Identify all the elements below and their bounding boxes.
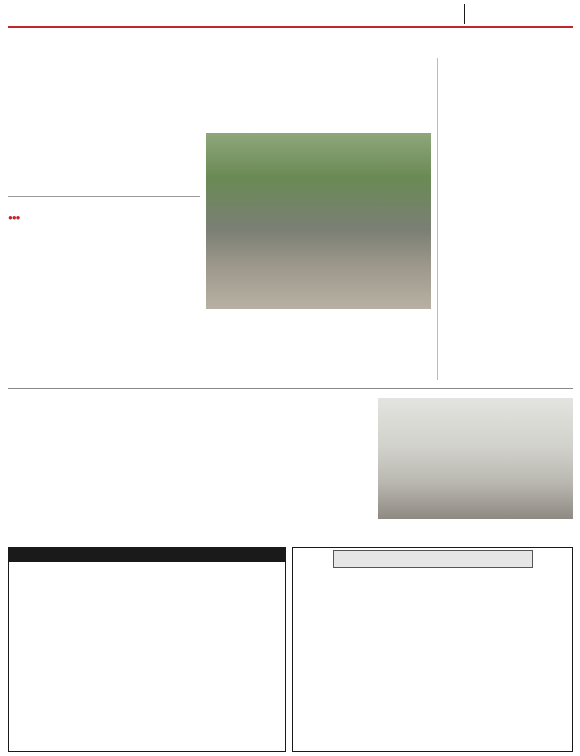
lead-column-3 (206, 323, 278, 384)
lead-deck-divider (8, 196, 200, 197)
second-column-4 (281, 425, 371, 527)
side-story-divider (437, 58, 438, 380)
header-rule (8, 26, 573, 28)
environmental-notice-right (292, 547, 573, 752)
notice-right-paragraph-3 (299, 681, 568, 737)
second-column-1 (8, 425, 94, 527)
second-column-3 (190, 425, 276, 527)
lead-column-2 (108, 213, 202, 384)
notice-left-paragraph-3 (15, 670, 281, 736)
notice-right-paragraph-2 (299, 633, 568, 678)
drivers-meeting-photo (378, 398, 573, 519)
notice-right-title (333, 550, 533, 568)
notice-left-paragraph-2 (15, 630, 281, 668)
notice-left-title (9, 548, 285, 562)
notice-left-paragraph-1 (15, 566, 281, 628)
lead-column-5 (362, 323, 432, 384)
header-divider-vertical (464, 4, 465, 24)
notice-right-paragraph-1 (299, 574, 568, 630)
section-divider (8, 388, 573, 389)
environmental-notice-left (8, 547, 286, 752)
lead-column-4 (284, 323, 356, 384)
second-column-2 (99, 425, 185, 527)
side-story-body (443, 130, 573, 384)
senate-meeting-photo (206, 133, 431, 309)
lead-column-1 (8, 220, 102, 384)
bullet-dots: ●●● (8, 213, 20, 222)
